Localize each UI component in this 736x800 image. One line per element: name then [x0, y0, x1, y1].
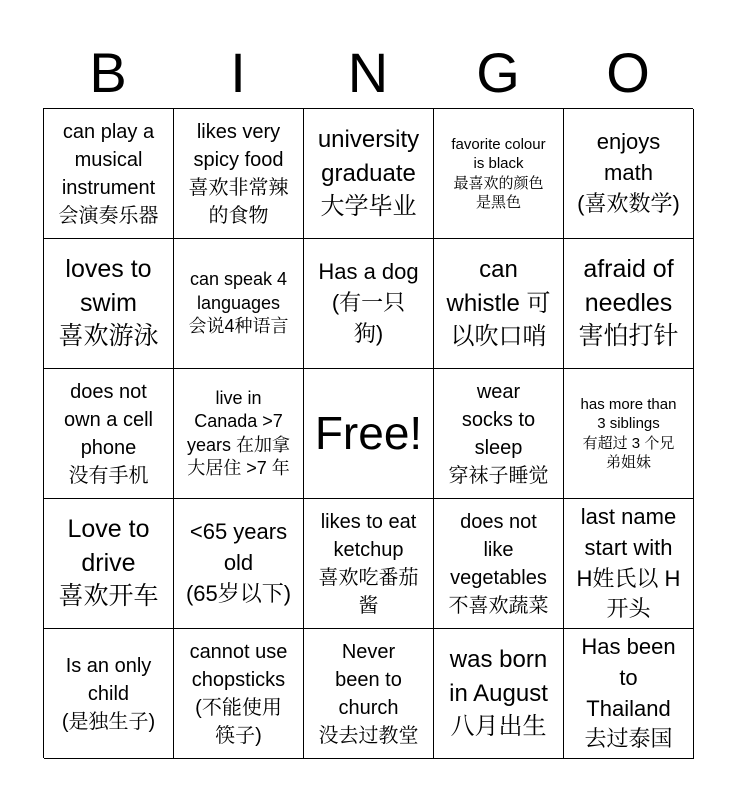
header-letter-b: B [89, 41, 127, 104]
cell-text: cannot use chopsticks (不能使用 筷子) [189, 640, 288, 747]
cell-text: afraid of needles 害怕打针 [578, 254, 679, 351]
bingo-cell-r1-c4[interactable] [564, 239, 694, 369]
bingo-cell-r0-c1[interactable] [174, 109, 304, 239]
cell-text: wear socks to sleep 穿袜子睡觉 [448, 380, 549, 487]
cell-text: does not like vegetables 不喜欢蔬菜 [448, 510, 549, 617]
header-letter-g: G [476, 41, 520, 104]
bingo-header [43, 40, 693, 106]
cell-text: last name start with H姓氏以 H 开头 [576, 503, 681, 622]
cell-text: enjoys math (喜欢数学) [577, 129, 680, 216]
cell-text: can speak 4 languages 会说4种语言 [188, 269, 289, 337]
cell-text: has more than 3 siblings 有超过 3 个兄 弟姐妹 [580, 395, 677, 471]
bingo-cell-r3-c0[interactable] [44, 499, 174, 629]
bingo-cell-r4-c3[interactable] [434, 629, 564, 759]
bingo-cell-r1-c0[interactable] [44, 239, 174, 369]
cell-text: can play a musical instrument 会演奏乐器 [58, 120, 159, 227]
bingo-cell-r2-c4[interactable] [564, 369, 694, 499]
bingo-cell-r1-c3[interactable] [434, 239, 564, 369]
bingo-cell-r4-c1[interactable] [174, 629, 304, 759]
cell-text: loves to swim 喜欢游泳 [58, 254, 159, 351]
cell-text: Is an only child (是独生子) [61, 654, 156, 733]
cell-text: favorite colour is black 最喜欢的颜色 是黑色 [451, 135, 546, 211]
bingo-cell-r4-c2[interactable] [304, 629, 434, 759]
bingo-cell-r1-c1[interactable] [174, 239, 304, 369]
header-letter-i: I [230, 41, 246, 104]
bingo-card [43, 108, 693, 758]
cell-text: Has a dog (有一只 狗) [318, 259, 419, 346]
bingo-cell-r4-c4[interactable] [564, 629, 694, 759]
bingo-cell-r0-c2[interactable] [304, 109, 434, 239]
bingo-cell-r3-c3[interactable] [434, 499, 564, 629]
bingo-cell-r2-c1[interactable] [174, 369, 304, 499]
cell-text: likes to eat ketchup 喜欢吃番茄 酱 [318, 510, 419, 617]
cell-text: was born in August 八月出生 [449, 646, 548, 741]
cell-text: live in Canada >7 years 在加拿 大居住 >7 年 [186, 387, 291, 478]
cell-text: can whistle 可 以吹口哨 [446, 256, 551, 351]
cell-text: Never been to church 没去过教堂 [318, 640, 419, 747]
bingo-cell-r2-c3[interactable] [434, 369, 564, 499]
bingo-cell-r4-c0[interactable] [44, 629, 174, 759]
header-letter-n: N [347, 41, 389, 104]
free-space-text: Free! [314, 407, 423, 460]
bingo-cell-r2-c0[interactable] [44, 369, 174, 499]
cell-text: <65 years old (65岁以下) [185, 519, 292, 606]
header-letter-o: O [606, 41, 650, 104]
bingo-cell-r0-c3[interactable] [434, 109, 564, 239]
bingo-cell-free[interactable] [304, 369, 434, 499]
cell-text: does not own a cell phone 没有手机 [64, 380, 153, 487]
bingo-cell-r0-c0[interactable] [44, 109, 174, 239]
cell-text: likes very spicy food 喜欢非常辣 的食物 [188, 120, 289, 227]
cell-text: university graduate 大学毕业 [317, 126, 420, 221]
bingo-cell-r3-c2[interactable] [304, 499, 434, 629]
bingo-cell-r1-c2[interactable] [304, 239, 434, 369]
cell-text: Love to drive 喜欢开车 [58, 514, 159, 611]
bingo-cell-r3-c1[interactable] [174, 499, 304, 629]
bingo-cell-r3-c4[interactable] [564, 499, 694, 629]
cell-text: Has been to Thailand 去过泰国 [581, 633, 676, 752]
bingo-cell-r0-c4[interactable] [564, 109, 694, 239]
